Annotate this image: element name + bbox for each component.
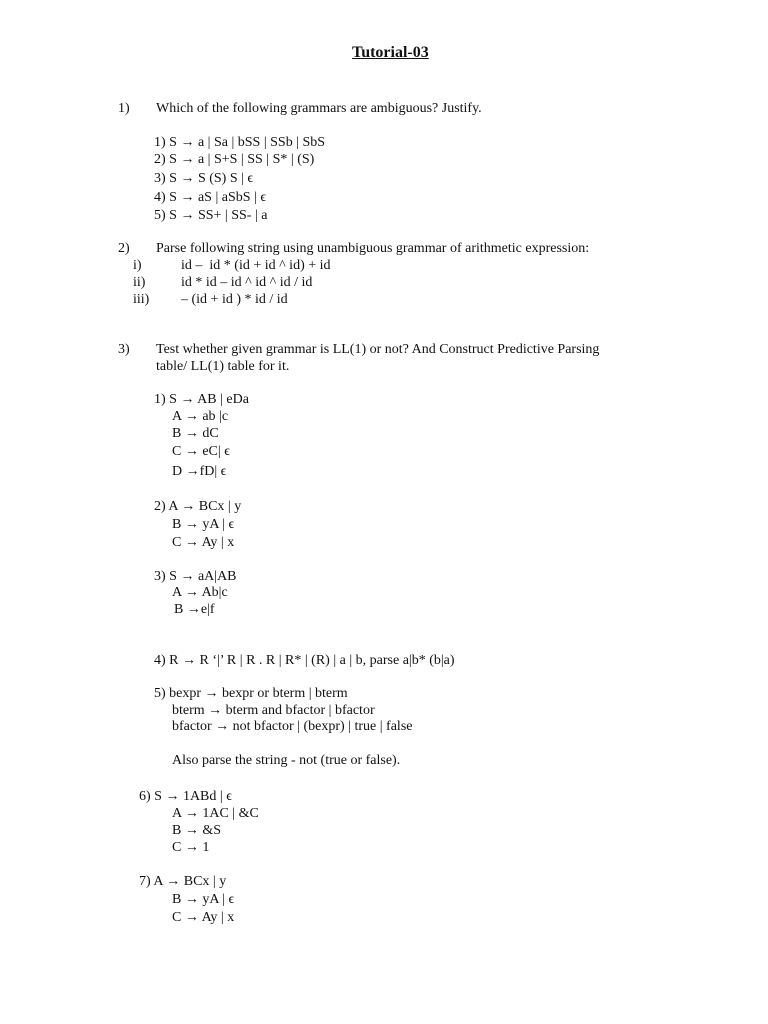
- page-title: Tutorial-03: [352, 44, 429, 61]
- q3-number: 3): [118, 342, 130, 357]
- q2-item-1-text: id – id * (id + id ^ id) + id: [181, 258, 331, 273]
- q1-grammar-3: 3) S → S (S) S | ϵ: [154, 171, 254, 186]
- q3-g4-line: 4) R → R ‘|’ R | R . R | R* | (R) | a | b, parse a|b* (b|a): [154, 653, 455, 668]
- q3-g2-line-1: 2) A → BCx | y: [154, 499, 242, 514]
- q3-g3-line-2: A → Ab|c: [172, 585, 228, 600]
- q3-g5-note: Also parse the string - not (true or false).: [172, 753, 401, 768]
- q3-g6-line-1: 6) S → 1ABd | ϵ: [139, 789, 232, 804]
- q3-g2-line-2: B → yA | ϵ: [172, 517, 235, 532]
- q3-g3-line-3: B →e|f: [174, 602, 215, 617]
- q3-g2-line-3: C → Ay | x: [172, 535, 235, 550]
- q3-g7-line-2: B → yA | ϵ: [172, 892, 235, 907]
- q3-g1-line-5: D →fD| ϵ: [172, 464, 227, 479]
- q3-g7-line-3: C → Ay | x: [172, 910, 235, 925]
- q3-g6-line-4: C → 1: [172, 840, 210, 855]
- q3-g1-line-3: B → dC: [172, 426, 219, 441]
- q3-g3-line-1: 3) S → aA|AB: [154, 569, 237, 584]
- q3-g1-line-2: A → ab |c: [172, 409, 229, 424]
- q2-item-3-text: – (id + id ) * id / id: [181, 292, 288, 307]
- q1-grammar-4: 4) S → aS | aSbS | ϵ: [154, 190, 267, 205]
- q1-number: 1): [118, 101, 130, 116]
- q1-grammar-2: 2) S → a | S+S | SS | S* | (S): [154, 152, 315, 167]
- q3-g7-line-1: 7) A → BCx | y: [139, 874, 227, 889]
- q3-text-line-1: Test whether given grammar is LL(1) or not? And Construct Predictive Parsing: [156, 342, 600, 357]
- q3-g1-line-1: 1) S → AB | eDa: [154, 392, 249, 407]
- q3-g5-line-1: 5) bexpr → bexpr or bterm | bterm: [154, 686, 348, 701]
- q3-g5-line-3: bfactor → not bfactor | (bexpr) | true | false: [172, 719, 413, 734]
- q3-g5-line-2: bterm → bterm and bfactor | bfactor: [172, 703, 375, 718]
- q2-item-1-number: i): [133, 258, 142, 273]
- q3-g1-line-4: C → eC| ϵ: [172, 444, 230, 459]
- q2-number: 2): [118, 241, 130, 256]
- q1-grammar-1: 1) S → a | Sa | bSS | SSb | SbS: [154, 135, 326, 150]
- q3-text-line-2: table/ LL(1) table for it.: [156, 359, 290, 374]
- q3-g6-line-2: A → 1AC | &C: [172, 806, 259, 821]
- q3-g6-line-3: B → &S: [172, 823, 222, 838]
- q2-text: Parse following string using unambiguous grammar of arithmetic expression:: [156, 241, 590, 256]
- q2-item-2-number: ii): [133, 275, 146, 290]
- q2-item-3-number: iii): [133, 292, 150, 307]
- q1-text: Which of the following grammars are ambiguous? Justify.: [156, 101, 482, 116]
- q1-grammar-5: 5) S → SS+ | SS- | a: [154, 208, 268, 223]
- q2-item-2-text: id * id – id ^ id ^ id / id: [181, 275, 313, 290]
